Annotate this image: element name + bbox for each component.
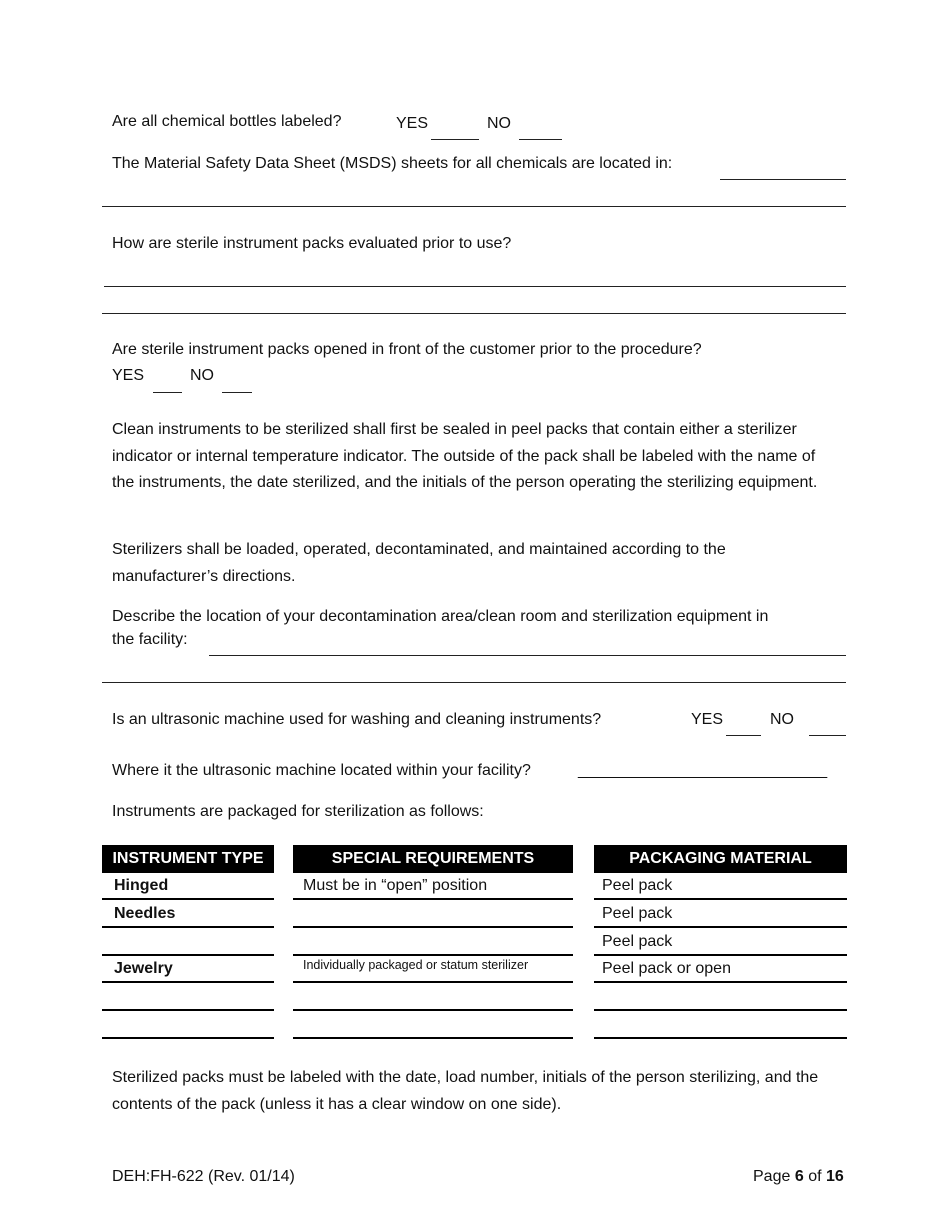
question-packs-opened: Are sterile instrument packs opened in front of the customer prior to the procedure? <box>112 341 702 358</box>
table-cell-instrument[interactable] <box>102 929 274 956</box>
table-intro: Instruments are packaged for sterilization as follows: <box>112 803 484 820</box>
pack-evaluation-line-2[interactable] <box>102 313 846 314</box>
q6-yes-blank[interactable] <box>726 735 761 736</box>
decontamination-answer-line[interactable] <box>102 682 846 683</box>
q1-yes-label: YES <box>396 115 429 132</box>
question-chemical-labels: Are all chemical bottles labeled? <box>112 113 342 130</box>
table-cell-requirement[interactable] <box>293 901 573 928</box>
table-cell-instrument[interactable]: Jewelry <box>102 956 274 983</box>
paragraph-sterilizer-directions: Sterilizers shall be loaded, operated, decontaminated, and maintained according to the manufacturer’s directions. <box>112 541 726 585</box>
table-cell-requirement[interactable]: Individually packaged or statum sterilizer <box>293 956 573 983</box>
table-cell-instrument[interactable]: Hinged <box>102 873 274 900</box>
question-ultrasonic-location: Where it the ultrasonic machine located within your facility? <box>112 762 531 779</box>
decontamination-location-blank[interactable] <box>209 655 846 656</box>
page-of: of <box>808 1168 822 1185</box>
table-cell-instrument[interactable]: Needles <box>102 901 274 928</box>
table-cell-requirement[interactable] <box>293 929 573 956</box>
table-cell-packaging[interactable]: Peel pack <box>594 901 847 928</box>
msds-answer-line[interactable] <box>102 206 846 207</box>
footer-page-number <box>753 1168 844 1186</box>
table-cell-requirement[interactable]: Must be in “open” position <box>293 873 573 900</box>
paragraph-sealing-instructions: Clean instruments to be sterilized shall first be sealed in peel packs that contain either a sterilizer indicator or internal temperature indicator. The outside of the pack shall be labeled with the name of the instruments, the date sterilized, and the initials of the person operating the sterilizing equipment. <box>112 421 818 491</box>
q1-no-blank[interactable] <box>519 139 562 140</box>
q6-no-label: NO <box>770 711 794 728</box>
current-page: 6 <box>794 1168 804 1185</box>
q1-no-label: NO <box>487 115 511 132</box>
table-cell-packaging[interactable]: Peel pack <box>594 929 847 956</box>
page-prefix: Page <box>753 1168 791 1185</box>
q1-yes-blank[interactable] <box>431 139 479 140</box>
q4-no-blank[interactable] <box>222 392 252 393</box>
header-instrument-type: INSTRUMENT TYPE <box>102 845 274 873</box>
table-cell-requirement[interactable] <box>293 1012 573 1039</box>
question-decontamination-location: Describe the location of your decontamination area/clean room and sterilization equipment in <box>112 608 769 625</box>
header-packaging-material: PACKAGING MATERIAL <box>594 845 847 873</box>
question-ultrasonic-used: Is an ultrasonic machine used for washing and cleaning instruments? <box>112 711 602 728</box>
header-special-requirements: SPECIAL REQUIREMENTS <box>293 845 573 873</box>
q4-no-label: NO <box>190 367 214 384</box>
table-cell-packaging[interactable]: Peel pack or open <box>594 956 847 983</box>
table-cell-packaging[interactable]: Peel pack <box>594 873 847 900</box>
question-decontamination-location-cont: the facility: <box>112 631 188 648</box>
table-cell-packaging[interactable] <box>594 1012 847 1039</box>
q6-yes-label: YES <box>691 711 724 728</box>
q4-yes-blank[interactable] <box>153 392 182 393</box>
question-msds-location: The Material Safety Data Sheet (MSDS) sheets for all chemicals are located in: <box>112 155 673 172</box>
table-cell-requirement[interactable] <box>293 984 573 1011</box>
footer-form-number: DEH:FH-622 (Rev. 01/14) <box>112 1168 295 1185</box>
msds-location-blank[interactable] <box>720 179 846 180</box>
paragraph-pack-labeling: Sterilized packs must be labeled with the date, load number, initials of the person sterilizing, and the contents of the pack (unless it has a clear window on one side). <box>112 1069 819 1113</box>
pack-evaluation-line-1[interactable] <box>104 286 846 287</box>
ultrasonic-location-blank[interactable]: ____________________________ <box>578 762 828 779</box>
total-pages: 16 <box>825 1168 844 1185</box>
table-cell-instrument[interactable] <box>102 984 274 1011</box>
question-pack-evaluation: How are sterile instrument packs evaluated prior to use? <box>112 235 512 252</box>
q4-yes-label: YES <box>112 367 145 384</box>
table-cell-instrument[interactable] <box>102 1012 274 1039</box>
table-cell-packaging[interactable] <box>594 984 847 1011</box>
q6-no-blank[interactable] <box>809 735 846 736</box>
